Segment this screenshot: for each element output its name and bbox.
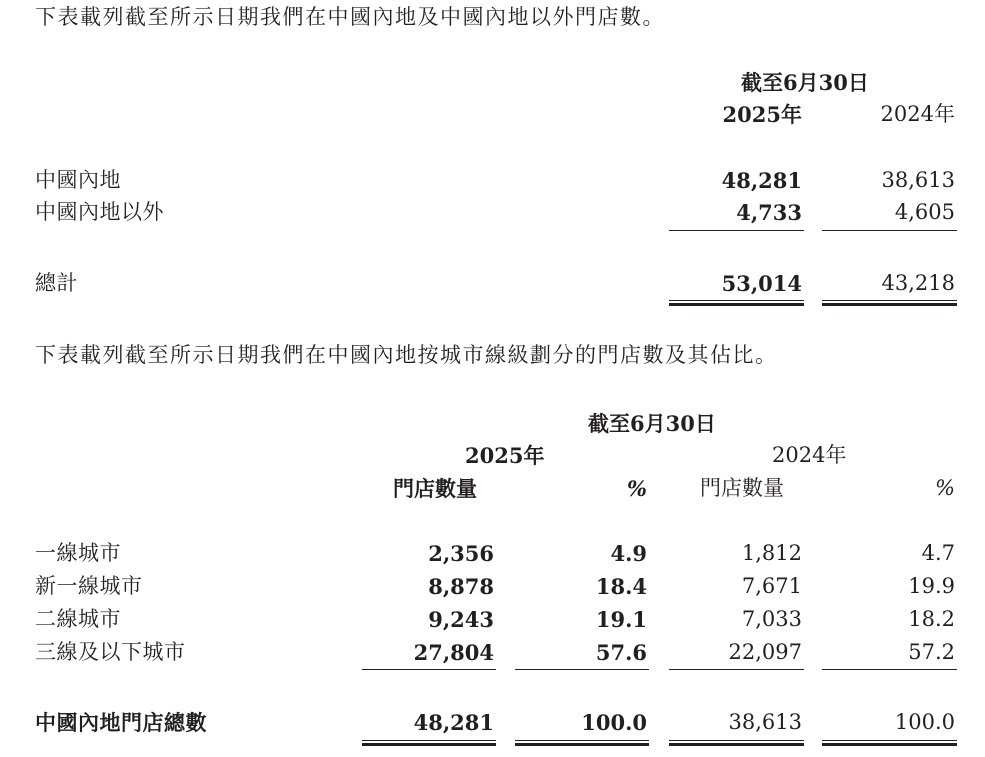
table1-total-cell: 43,218 [881, 271, 955, 295]
table2-total-label: 中國內地門店總數 [35, 710, 207, 735]
table2-total-cell: 100.0 [894, 710, 955, 734]
table1-year-2024: 2024年 [880, 102, 955, 126]
table2-subtotal-rule [822, 669, 957, 670]
table2-col-count-2025: 門店數量 [393, 476, 477, 501]
table2-subtotal-rule [362, 669, 496, 670]
table2-cell: 27,804 [413, 640, 494, 665]
table2-row-label: 一線城市 [35, 541, 121, 565]
table1-intro: 下表載列截至所示日期我們在中國內地及中國內地以外門店數。 [35, 5, 665, 29]
table2-cell: 1,812 [741, 541, 802, 565]
table2-row-label: 新一線城市 [35, 574, 143, 598]
table2-total-double-rule [362, 740, 496, 746]
table2-total-double-rule [822, 740, 957, 746]
table2-row-label: 三線及以下城市 [35, 640, 186, 664]
table2-cell: 19.1 [595, 607, 647, 632]
table2-year-2025: 2025年 [465, 443, 545, 468]
table2-subtotal-rule [515, 669, 649, 670]
table2-year-2024: 2024年 [772, 443, 847, 467]
table2-total-double-rule [669, 740, 804, 746]
table1-total-label: 總計 [35, 271, 78, 295]
table1-year-2025: 2025年 [722, 102, 802, 127]
table1-cell: 4,605 [894, 200, 955, 224]
table2-col-count-2024: 門店數量 [700, 476, 784, 500]
table2-cell: 18.4 [595, 574, 647, 599]
table2-cell: 18.2 [908, 607, 955, 631]
table2-cell: 7,671 [741, 574, 802, 598]
table1-cell: 48,281 [721, 168, 802, 193]
table2-cell: 57.2 [908, 640, 955, 664]
table1-total-cell: 53,014 [721, 271, 802, 296]
table1-subtotal-rule [822, 230, 957, 231]
table1-cell: 4,733 [736, 200, 802, 225]
table2-col-pct-2024: % [935, 476, 955, 500]
table1-total-double-rule [822, 300, 957, 306]
table2-cell: 7,033 [741, 607, 802, 631]
table2-row-label: 二線城市 [35, 607, 121, 631]
table2-col-pct-2025: % [627, 476, 647, 501]
table1-total-double-rule [669, 300, 804, 306]
table2-cell: 4.7 [921, 541, 955, 565]
table2-total-cell: 38,613 [728, 710, 802, 734]
table1-row-label: 中國內地以外 [35, 200, 164, 224]
table2-cell: 9,243 [428, 607, 494, 632]
table2-subtotal-rule [669, 669, 804, 670]
table1-period-header: 截至6月30日 [741, 70, 869, 95]
table2-cell: 19.9 [908, 574, 955, 598]
table2-total-cell: 48,281 [413, 710, 494, 735]
table2-intro: 下表載列截至所示日期我們在中國內地按城市線級劃分的門店數及其佔比。 [35, 343, 778, 367]
table2-cell: 2,356 [428, 541, 494, 566]
table2-total-double-rule [515, 740, 649, 746]
table2-cell: 4.9 [610, 541, 647, 566]
table2-period-header: 截至6月30日 [588, 411, 716, 436]
table1-row-label: 中國內地 [35, 168, 121, 192]
table2-cell: 8,878 [428, 574, 494, 599]
table2-cell: 22,097 [728, 640, 802, 664]
table1-subtotal-rule [669, 230, 804, 231]
table2-cell: 57.6 [595, 640, 647, 665]
table2-total-cell: 100.0 [581, 710, 647, 735]
table1-cell: 38,613 [881, 168, 955, 192]
